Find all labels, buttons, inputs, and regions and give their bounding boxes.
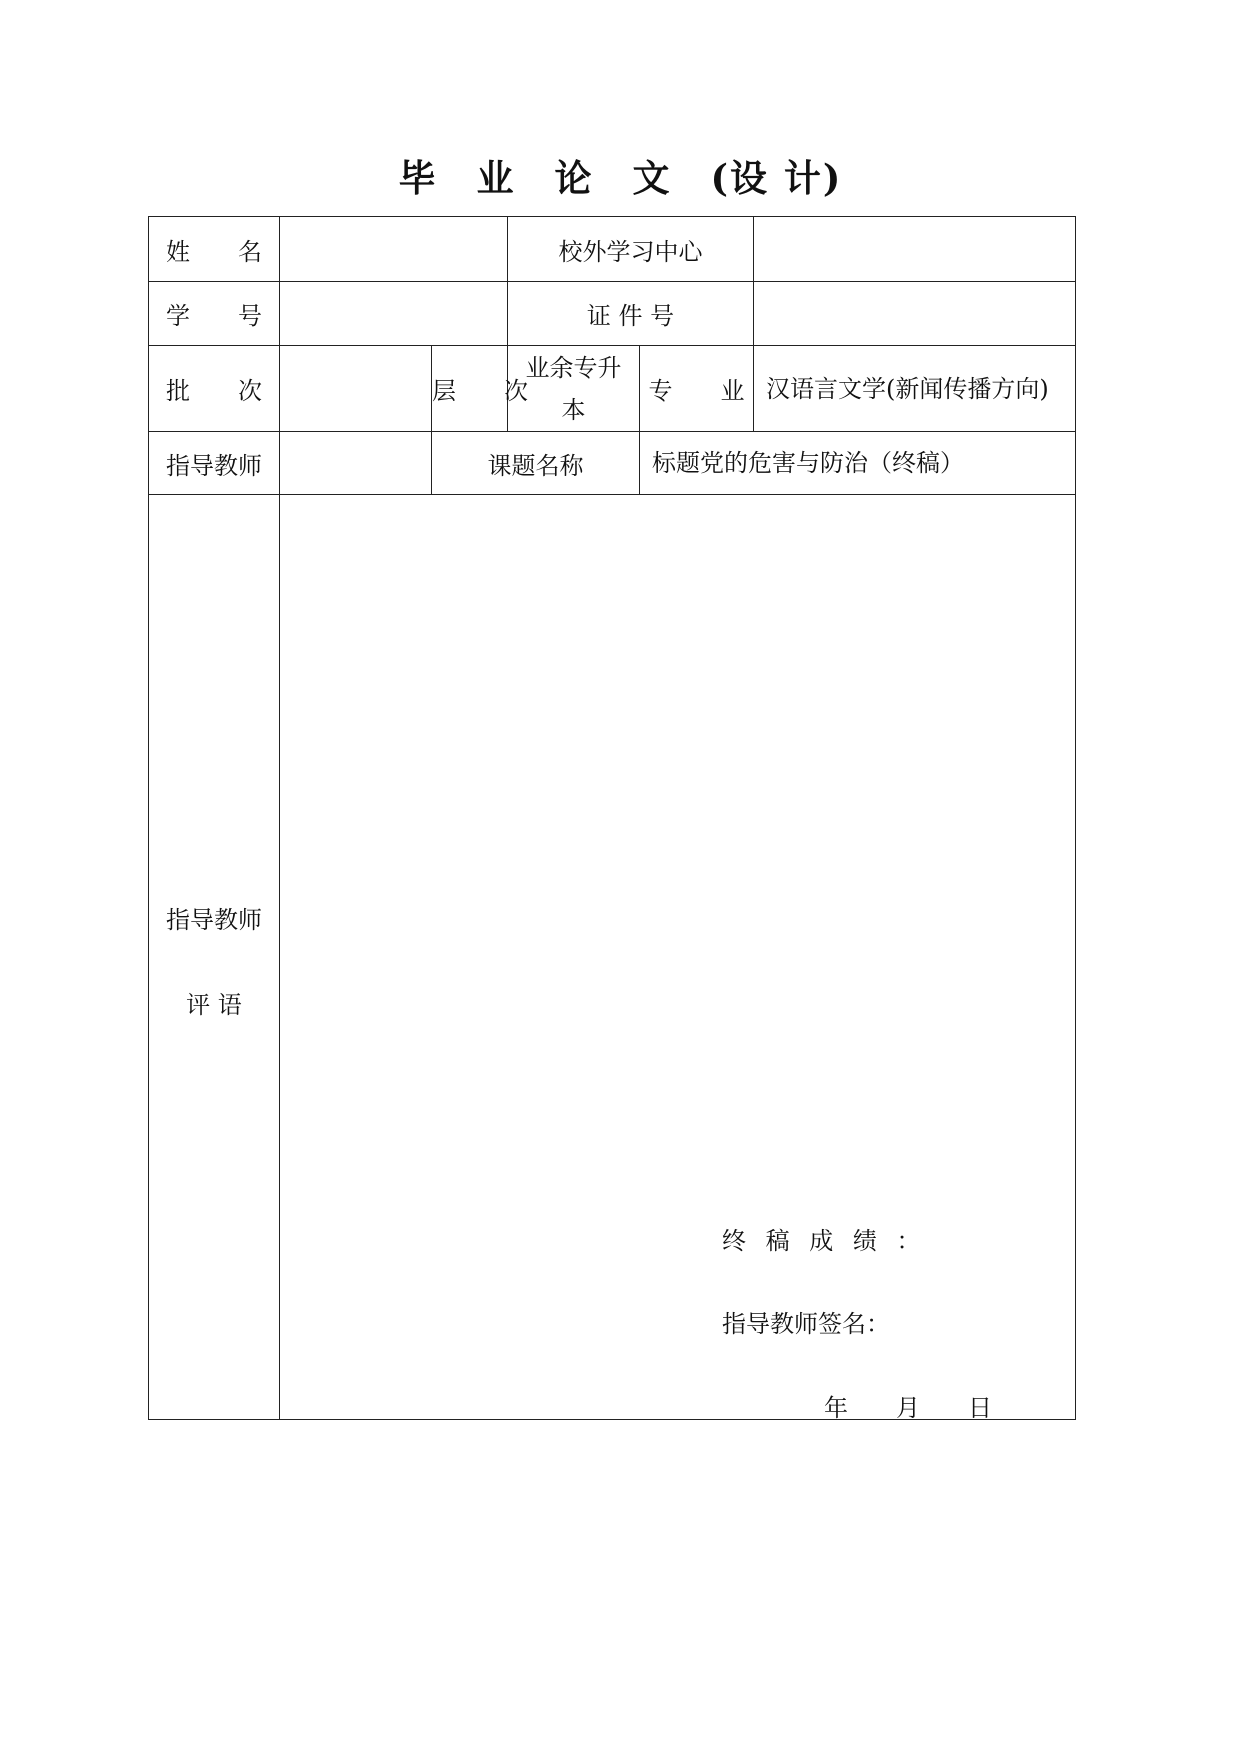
advisor-signature-label: 指导教师签名：	[722, 1310, 890, 1338]
topic-label: 课题名称	[432, 432, 640, 495]
name-field[interactable]	[280, 217, 508, 282]
date-label: 年 月 日	[824, 1394, 992, 1422]
study-center-label: 校外学习中心	[508, 217, 754, 282]
form-row-advisor	[149, 432, 1076, 495]
thesis-form-table	[148, 216, 1076, 1420]
advisor-comment-label-line2: 评 语	[186, 991, 242, 1019]
form-row-batch	[149, 346, 1076, 432]
student-id-label: 学 号	[149, 282, 280, 346]
advisor-comment-label-line1: 指导教师	[166, 906, 262, 934]
form-row-comment	[149, 495, 1076, 1420]
id-card-field[interactable]	[754, 282, 1076, 346]
final-grade-label: 终 稿 成 绩 ：	[722, 1227, 927, 1255]
form-row-name	[149, 217, 1076, 282]
advisor-field[interactable]	[280, 432, 432, 495]
page-title: 毕 业 论 文 (设 计)	[398, 156, 843, 200]
form-row-student-id	[149, 282, 1076, 346]
level-field[interactable]: 业余专升本	[508, 346, 640, 432]
advisor-comment-area[interactable]	[280, 495, 1076, 1420]
id-card-label: 证 件 号	[508, 282, 754, 346]
topic-field[interactable]: 标题党的危害与防治（终稿）	[640, 432, 1076, 495]
advisor-comment-label	[149, 495, 280, 1420]
advisor-label: 指导教师	[149, 432, 280, 495]
study-center-field[interactable]	[754, 217, 1076, 282]
batch-field[interactable]	[280, 346, 432, 432]
major-field[interactable]: 汉语言文学(新闻传播方向)	[754, 346, 1076, 432]
batch-label: 批 次	[149, 346, 280, 432]
student-id-field[interactable]	[280, 282, 508, 346]
major-label: 专 业	[640, 346, 754, 432]
name-label: 姓 名	[149, 217, 280, 282]
level-label: 层 次	[432, 346, 508, 432]
